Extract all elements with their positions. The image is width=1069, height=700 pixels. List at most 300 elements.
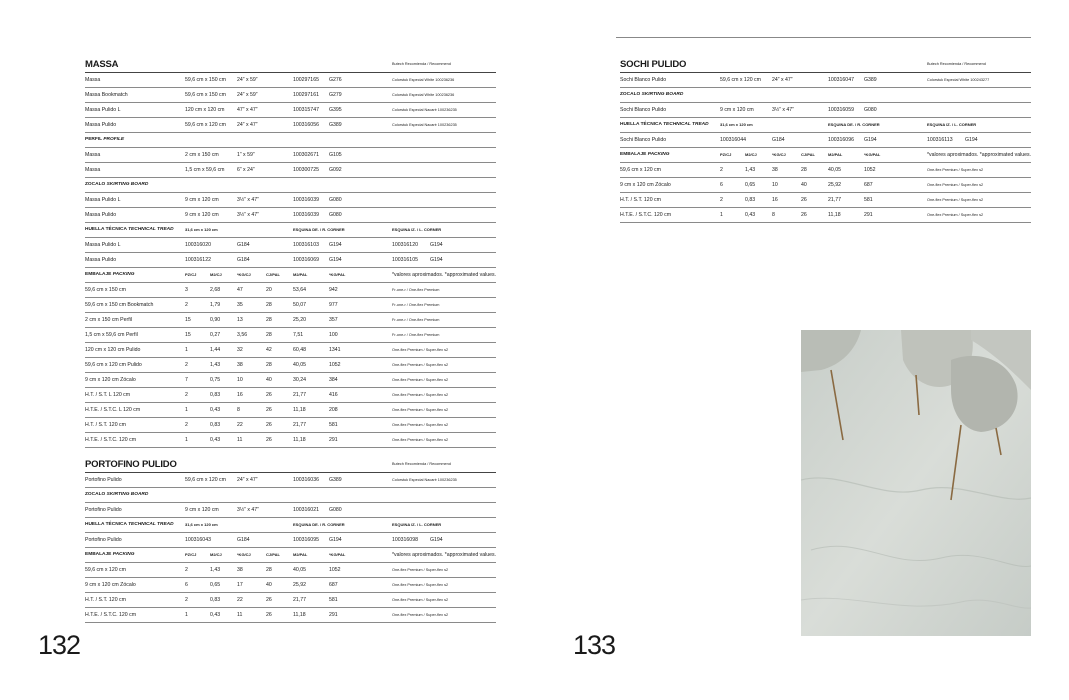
packing-pz: 7 — [185, 377, 188, 383]
table-row — [85, 403, 496, 418]
g-code: G080 — [864, 107, 877, 113]
packing-pz: 2 — [185, 597, 188, 603]
section-title: MASSA — [85, 59, 119, 70]
packing-pz: 15 — [185, 317, 191, 323]
table-row — [85, 253, 496, 268]
size-inch: 3½” x 47” — [237, 507, 259, 513]
packing-m2: 0,43 — [210, 407, 221, 413]
huella-header-en: TECHNICAL TREAD — [128, 227, 174, 232]
size-cm: 120 cm x 120 cm — [185, 107, 225, 113]
size-cm: 2 cm x 150 cm — [185, 152, 219, 158]
huella-header-es: HUELLA TÉCNICA — [620, 122, 662, 127]
packing-kgpal: 208 — [329, 407, 338, 413]
table-row — [85, 456, 496, 473]
packing-pz: 2 — [185, 392, 188, 398]
corner-right-code: 100316103 — [293, 242, 319, 248]
g-code: G080 — [329, 507, 342, 513]
packing-cj: 28 — [266, 317, 272, 323]
product-code: 100315747 — [293, 107, 319, 113]
approx-note: *valores aproximados. *approximated values. — [392, 272, 497, 278]
packing-format: 9 cm x 120 cm Zócalo — [85, 377, 136, 383]
huella-header-es: HUELLA TÉCNICA — [85, 522, 127, 527]
pallet-type: One-flex Premium / Super-flex s2 — [392, 568, 449, 572]
packing-kg: 11 — [237, 612, 243, 618]
packing-m2pal: 7,51 — [293, 332, 304, 338]
table-row — [85, 103, 496, 118]
size-cm: 1,5 cm x 59,6 cm — [185, 167, 225, 173]
packing-cj: 40 — [266, 582, 272, 588]
product-name: Massa Pulido L — [85, 107, 121, 113]
size-cm: 9 cm x 120 cm — [185, 507, 219, 513]
packing-kg: 17 — [237, 582, 243, 588]
packing-header — [85, 548, 135, 562]
packing-format: 120 cm x 120 cm Pulido — [85, 347, 141, 353]
corner-right-header: ESQUINA DE. / R. CORNER — [293, 227, 345, 232]
g-code: G389 — [329, 477, 342, 483]
table-row — [620, 178, 1031, 193]
packing-col-header: *KG/PAL — [329, 552, 346, 557]
product-code: 100316047 — [828, 77, 854, 83]
interior-photo-icon — [801, 330, 1031, 636]
table-row — [85, 56, 496, 73]
packing-col-header: *KG/CJ — [772, 152, 786, 157]
corner-right-code: 100316069 — [293, 257, 319, 263]
packing-kg: 16 — [237, 392, 243, 398]
perfil-header — [85, 133, 124, 147]
zocalo-header — [620, 88, 683, 102]
g-code: G279 — [329, 92, 342, 98]
packing-col-header: PZ/CJ — [185, 272, 197, 277]
recommend-label: Butech Recomienda / Recommend — [392, 62, 451, 66]
packing-m2: 0,75 — [210, 377, 221, 383]
packing-pz: 1 — [720, 212, 723, 218]
pallet-type: One-flex Premium / Super-flex s2 — [392, 423, 449, 427]
packing-m2pal: 53,64 — [293, 287, 306, 293]
interior-photo — [801, 330, 1031, 636]
zocalo-header — [85, 488, 148, 502]
table-row — [85, 433, 496, 448]
table-row — [85, 298, 496, 313]
corner-right-code: 100316095 — [293, 537, 319, 543]
top-rule — [616, 37, 1031, 38]
packing-kg: 38 — [772, 167, 778, 173]
packing-pz: 2 — [185, 302, 188, 308]
packing-cj: 26 — [266, 392, 272, 398]
packing-m2: 0,83 — [745, 197, 756, 203]
packing-pz: 1 — [185, 407, 188, 413]
size-inch: 24” x 59” — [237, 92, 258, 98]
packing-kgpal: 581 — [329, 422, 338, 428]
size-cm: 9 cm x 120 cm — [185, 212, 219, 218]
packing-pz: 2 — [720, 197, 723, 203]
perfil-header-es: PERFIL — [85, 137, 102, 142]
table-row — [85, 223, 496, 238]
packing-col-header: *KG/CJ — [237, 552, 251, 557]
packing-format: H.T.E. / S.T.C. L 120 cm — [85, 407, 141, 413]
zocalo-header — [85, 178, 148, 192]
size-inch: 24” x 47” — [772, 77, 793, 83]
packing-m2pal: 11,18 — [293, 437, 306, 443]
packing-pz: 3 — [185, 287, 188, 293]
packing-m2pal: 21,77 — [828, 197, 841, 203]
corner-left-header: ESQUINA IZ. / L. CORNER — [927, 122, 977, 127]
product-name: Massa — [85, 152, 101, 158]
packing-kg: 22 — [237, 422, 243, 428]
corner-left-code: 100316098 — [392, 537, 418, 543]
packing-header — [620, 148, 670, 162]
huella-header-es: HUELLA TÉCNICA — [85, 227, 127, 232]
packing-m2: 0,83 — [210, 392, 221, 398]
recommend-product: Colorstuk Especial Nacarè 100236235 — [392, 123, 457, 127]
table-row — [85, 73, 496, 88]
packing-m2: 0,65 — [745, 182, 756, 188]
table-row — [620, 208, 1031, 223]
g-code: G080 — [329, 197, 342, 203]
packing-m2pal: 60,48 — [293, 347, 306, 353]
table-row — [85, 313, 496, 328]
recommend-product: Colorstuk Especial Nacarè 100236235 — [392, 108, 457, 112]
size-inch: 24” x 47” — [237, 477, 258, 483]
size-cm: 59,6 cm x 120 cm — [185, 477, 226, 483]
section-title: PORTOFINO PULIDO — [85, 459, 177, 470]
product-code: 100297161 — [293, 92, 319, 98]
corner-left-g: G194 — [965, 137, 978, 143]
page-number: 132 — [38, 630, 81, 660]
pallet-type: One-flex Premium / Super-flex s2 — [392, 598, 449, 602]
huella-size: 31,6 cm x 120 cm — [185, 227, 218, 232]
pallet-type: One-flex Premium / Super-flex s2 — [927, 198, 984, 202]
packing-kgpal: 942 — [329, 287, 338, 293]
table-row — [85, 473, 496, 488]
huella-size: 31,6 cm x 120 cm — [720, 122, 753, 127]
zocalo-header-en: SKIRTING BOARD — [106, 182, 149, 187]
corner-left-header: ESQUINA IZ. / L. CORNER — [392, 522, 442, 527]
packing-col-header: CJ/PAL — [266, 272, 280, 277]
packing-col-header: M2/CJ — [210, 552, 222, 557]
packing-m2pal: 21,77 — [293, 597, 306, 603]
packing-format: 9 cm x 120 cm Zócalo — [620, 182, 671, 188]
packing-header — [85, 268, 135, 282]
product-code: 100300725 — [293, 167, 319, 173]
corner-left-g: G194 — [430, 257, 443, 263]
packing-col-header: M2/PAL — [293, 552, 308, 557]
size-cm: 9 cm x 120 cm — [185, 197, 219, 203]
packing-kg: 47 — [237, 287, 243, 293]
table-row — [620, 103, 1031, 118]
packing-format: H.T.E. / S.T.C. 120 cm — [85, 437, 137, 443]
product-name: Portofino Pulido — [85, 537, 122, 543]
pallet-type: Fr-one-r / One-flex Premium — [392, 288, 440, 292]
packing-m2pal: 11,18 — [293, 612, 306, 618]
packing-m2pal: 30,24 — [293, 377, 306, 383]
packing-format: H.T. / S.T. 120 cm — [620, 197, 661, 203]
g-code: G105 — [329, 152, 342, 158]
packing-m2: 0,43 — [210, 612, 221, 618]
packing-format: H.T. / S.T. 120 cm — [85, 422, 126, 428]
g-code: G184 — [237, 242, 250, 248]
packing-m2pal: 40,05 — [293, 567, 306, 573]
packing-m2: 1,44 — [210, 347, 221, 353]
packing-m2pal: 40,05 — [828, 167, 841, 173]
packing-cj: 26 — [801, 212, 807, 218]
packing-cj: 26 — [266, 597, 272, 603]
packing-format: H.T. / S.T. L 120 cm — [85, 392, 131, 398]
table-row — [85, 208, 496, 223]
packing-m2: 0,43 — [210, 437, 221, 443]
packing-m2: 0,65 — [210, 582, 221, 588]
table-row — [620, 193, 1031, 208]
huella-header-en: TECHNICAL TREAD — [128, 522, 174, 527]
packing-m2: 1,79 — [210, 302, 221, 308]
portofino-table — [85, 456, 496, 623]
product-name: Massa — [85, 77, 101, 83]
corner-left-header: ESQUINA IZ. / L. CORNER — [392, 227, 442, 232]
packing-kg: 3,56 — [237, 332, 248, 338]
approx-note: *valores aproximados. *approximated values. — [392, 552, 497, 558]
packing-col-header: M2/CJ — [745, 152, 757, 157]
pallet-type: One-flex Premium / Super-flex s2 — [392, 583, 449, 587]
packing-m2: 0,43 — [745, 212, 756, 218]
table-row — [85, 373, 496, 388]
packing-format: 59,6 cm x 120 cm — [85, 567, 126, 573]
table-row — [85, 388, 496, 403]
packing-kgpal: 1052 — [329, 567, 341, 573]
product-name: Sochi Blanco Pulido — [620, 137, 667, 143]
packing-m2pal: 25,92 — [828, 182, 841, 188]
product-name: Massa Pulido — [85, 122, 117, 128]
packing-col-header: PZ/CJ — [185, 552, 197, 557]
g-code: G092 — [329, 167, 342, 173]
packing-cj: 20 — [266, 287, 272, 293]
packing-kgpal: 100 — [329, 332, 338, 338]
packing-kgpal: 581 — [864, 197, 873, 203]
packing-m2: 1,43 — [210, 567, 221, 573]
size-inch: 3½” x 47” — [772, 107, 794, 113]
huella-header — [620, 118, 709, 132]
table-row — [85, 548, 496, 563]
table-row — [85, 328, 496, 343]
size-inch: 3½” x 47” — [237, 212, 259, 218]
corner-right-code: 100316096 — [828, 137, 854, 143]
packing-m2pal: 11,18 — [828, 212, 841, 218]
packing-kgpal: 1052 — [329, 362, 341, 368]
size-cm: 59,6 cm x 150 cm — [185, 77, 226, 83]
massa-table — [85, 56, 496, 448]
table-row — [85, 518, 496, 533]
table-row — [85, 268, 496, 283]
product-name: Massa Bookmatch — [85, 92, 128, 98]
table-row — [620, 118, 1031, 133]
corner-right-g: G194 — [329, 242, 342, 248]
size-cm: 59,6 cm x 120 cm — [720, 77, 761, 83]
packing-m2pal: 25,92 — [293, 582, 306, 588]
packing-col-header: CJ/PAL — [266, 552, 280, 557]
product-name: Sochi Blanco Pulido — [620, 107, 667, 113]
product-code: 100316056 — [293, 122, 319, 128]
packing-kg: 8 — [237, 407, 240, 413]
packing-col-header: M2/PAL — [293, 272, 308, 277]
table-row — [620, 148, 1031, 163]
packing-col-header: *KG/PAL — [329, 272, 346, 277]
packing-format: 2 cm x 150 cm Perfil — [85, 317, 132, 323]
size-inch: 24” x 59” — [237, 77, 258, 83]
table-row — [620, 56, 1031, 73]
pallet-type: One-flex Premium / Super-flex s2 — [392, 438, 449, 442]
packing-m2: 0,83 — [210, 597, 221, 603]
packing-cj: 28 — [801, 167, 807, 173]
packing-cj: 26 — [266, 422, 272, 428]
packing-pz: 2 — [185, 422, 188, 428]
pallet-type: Fr-one-r / One-flex Premium — [392, 333, 440, 337]
packing-header-en: PACKING — [647, 152, 670, 157]
packing-header-en: PACKING — [112, 552, 135, 557]
product-name: Massa Pulido — [85, 257, 117, 263]
packing-pz: 1 — [185, 612, 188, 618]
packing-kg: 11 — [237, 437, 243, 443]
recommend-product: Colorstuk Especial Nacarè 100236235 — [392, 478, 457, 482]
packing-kg: 22 — [237, 597, 243, 603]
packing-col-header: M2/PAL — [828, 152, 843, 157]
packing-header-es: EMBALAJE — [85, 272, 112, 277]
packing-kgpal: 416 — [329, 392, 338, 398]
packing-m2pal: 21,77 — [293, 422, 306, 428]
packing-m2pal: 11,18 — [293, 407, 306, 413]
packing-col-header: *KG/CJ — [237, 272, 251, 277]
packing-kgpal: 581 — [329, 597, 338, 603]
g-code: G184 — [237, 257, 250, 263]
g-code: G389 — [329, 122, 342, 128]
zocalo-header-en: SKIRTING BOARD — [641, 92, 684, 97]
table-row — [85, 283, 496, 298]
product-name: Massa Pulido — [85, 212, 117, 218]
huella-size: 31,6 cm x 120 cm — [185, 522, 218, 527]
packing-format: 59,6 cm x 120 cm Pulido — [85, 362, 142, 368]
g-code: G389 — [864, 77, 877, 83]
pallet-type: Fr-one-r / One-flex Premium — [392, 318, 440, 322]
sochi-table — [620, 56, 1031, 223]
packing-col-header: *KG/PAL — [864, 152, 881, 157]
packing-pz: 15 — [185, 332, 191, 338]
packing-pz: 6 — [720, 182, 723, 188]
product-name: Portofino Pulido — [85, 477, 122, 483]
table-row — [85, 193, 496, 208]
product-code: 100316059 — [828, 107, 854, 113]
packing-kgpal: 1341 — [329, 347, 341, 353]
packing-format: 59,6 cm x 150 cm Bookmatch — [85, 302, 154, 308]
table-row — [85, 238, 496, 253]
table-row — [85, 118, 496, 133]
size-cm: 59,6 cm x 120 cm — [185, 122, 226, 128]
table-row — [85, 163, 496, 178]
corner-left-g: G194 — [430, 537, 443, 543]
corner-right-header: ESQUINA DE. / R. CORNER — [828, 122, 880, 127]
product-code: 100302671 — [293, 152, 319, 158]
packing-m2pal: 40,05 — [293, 362, 306, 368]
packing-kg: 16 — [772, 197, 778, 203]
corner-left-code: 100316113 — [927, 137, 953, 143]
packing-kgpal: 687 — [864, 182, 873, 188]
packing-pz: 2 — [185, 362, 188, 368]
packing-cj: 40 — [801, 182, 807, 188]
table-row — [85, 593, 496, 608]
corner-left-g: G194 — [430, 242, 443, 248]
recommend-product: Colorstuk Especial White 100243277 — [927, 78, 990, 82]
packing-format: 59,6 cm x 150 cm — [85, 287, 126, 293]
packing-kg: 38 — [237, 567, 243, 573]
size-inch: 47” x 47” — [237, 107, 258, 113]
table-row — [85, 418, 496, 433]
table-row — [85, 343, 496, 358]
corner-left-code: 100316105 — [392, 257, 418, 263]
g-code: G184 — [772, 137, 785, 143]
packing-col-header: M2/CJ — [210, 272, 222, 277]
approx-note: *valores aproximados. *approximated values. — [927, 152, 1032, 158]
packing-pz: 1 — [185, 437, 188, 443]
packing-kgpal: 291 — [329, 437, 338, 443]
packing-cj: 42 — [266, 347, 272, 353]
packing-kgpal: 1052 — [864, 167, 876, 173]
table-row — [85, 133, 496, 148]
huella-header — [85, 223, 174, 237]
packing-col-header: CJ/PAL — [801, 152, 815, 157]
packing-kgpal: 291 — [329, 612, 338, 618]
packing-pz: 2 — [185, 567, 188, 573]
packing-kgpal: 357 — [329, 317, 338, 323]
packing-header-en: PACKING — [112, 272, 135, 277]
table-row — [620, 163, 1031, 178]
pallet-type: One-flex Premium / Super-flex s2 — [392, 408, 449, 412]
packing-cj: 28 — [266, 302, 272, 308]
packing-cj: 26 — [266, 407, 272, 413]
table-row — [85, 563, 496, 578]
zocalo-header-es: ZOCALO — [85, 182, 106, 187]
huella-header — [85, 518, 174, 532]
pallet-type: One-flex Premium / Super-flex s2 — [392, 363, 449, 367]
size-cm: 59,6 cm x 150 cm — [185, 92, 226, 98]
packing-pz: 2 — [720, 167, 723, 173]
packing-cj: 26 — [266, 612, 272, 618]
packing-cj: 40 — [266, 377, 272, 383]
recommend-product: Colorstuk Especial White 100236236 — [392, 93, 455, 97]
table-row — [85, 488, 496, 503]
table-row — [85, 88, 496, 103]
packing-m2pal: 25,20 — [293, 317, 306, 323]
g-code: G395 — [329, 107, 342, 113]
page-number: 133 — [573, 630, 616, 660]
g-code: G184 — [237, 537, 250, 543]
recommend-product: Colorstuk Especial White 100236236 — [392, 78, 455, 82]
product-name: Massa Pulido L — [85, 242, 121, 248]
packing-m2: 1,43 — [745, 167, 756, 173]
packing-kg: 13 — [237, 317, 243, 323]
packing-format: H.T. / S.T. 120 cm — [85, 597, 126, 603]
pallet-type: One-flex Premium / Super-flex s2 — [392, 613, 449, 617]
pallet-type: One-flex Premium / Super-flex s2 — [927, 168, 984, 172]
pallet-type: One-flex Premium / Super-flex s2 — [392, 378, 449, 382]
packing-kgpal: 384 — [329, 377, 338, 383]
size-inch: 6” x 24” — [237, 167, 255, 173]
table-row — [85, 608, 496, 623]
packing-kgpal: 977 — [329, 302, 338, 308]
product-code: 100316043 — [185, 537, 211, 543]
table-row — [620, 88, 1031, 103]
product-name: Portofino Pulido — [85, 507, 122, 513]
corner-right-g: G194 — [329, 257, 342, 263]
corner-left-code: 100316120 — [392, 242, 418, 248]
product-code: 100316036 — [293, 477, 319, 483]
product-code: 100316039 — [293, 197, 319, 203]
packing-kg: 10 — [237, 377, 243, 383]
